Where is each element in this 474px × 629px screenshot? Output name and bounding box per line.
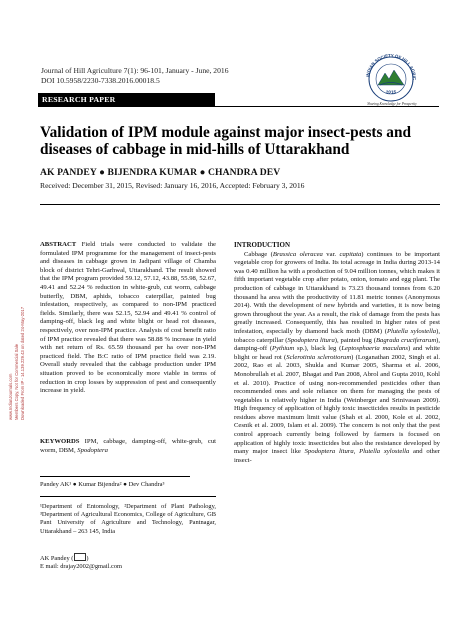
- introduction-block: [234, 241, 440, 465]
- corresponding-author: [40, 553, 216, 572]
- download-watermark: [8, 250, 38, 420]
- footnote-rule-2: [40, 496, 216, 497]
- journal-doi-line: DOI 10.5958/2230-7338.2016.00018.5: [41, 76, 160, 85]
- keywords-text: IPM, cabbage, damping-off, white-grub, cut worm, DBM,: [40, 438, 216, 454]
- watermark-line-2: Members Copy, Not for Commercial Sale: [14, 343, 19, 420]
- intro-text-j: and other insect-: [234, 448, 440, 464]
- watermark-line-3: Downloaded From IP - 14.139.229.43 on dated 24-May-2017: [20, 306, 25, 420]
- abstract-text: Field trials were conducted to validate the formulated IPM programme for the management of insect-pests and diseases in cabbage grown in Jadipani village of Chamba block of district Tehri-Garhwal, Uttarakhand. The result showed that the IPM program provided 59.12, 57.12, 43.88, 55.98, 52.67, 49.41 and 52.24 % reduction in white-grub, cut worm, cabbage butterfly, DBM, aphids, tobacco caterpillar, painted bug infestation, respectively, as compared to non-IPM practiced fields. Similarly, there was 52.15, 52.94 and 49.41 % control of damping-off, black leg and white blight or head rot diseases, respectively, over non-IPM practice. Analysis of cost benefit ratio of IPM practice revealed that there was 58.88 % increase in yield with net return of Rs. 65.59 thousand per ha over non-IPM practiced field. The B:C ratio of IPM practice field was 2.19. Overall study revealed that the cabbage production under IPM situation proved to be economically more viable in terms of reduction in crop losses by suppression of pest and consequently increase in yield.: [40, 241, 216, 395]
- submission-dates: Received: December 31, 2015, Revised: January 16, 2016, Accepted: February 3, 2016: [40, 181, 305, 190]
- journal-volume-line: Journal of Hill Agriculture 7(1): 96-101, January - June, 2016: [41, 66, 229, 75]
- author-list: AK PANDEY ● BIJENDRA KUMAR ● CHANDRA DEV: [40, 167, 281, 178]
- intro-italic-f: Pythium: [272, 345, 295, 353]
- introduction-heading: INTRODUCTION: [234, 241, 291, 249]
- society-logo-icon: [360, 52, 422, 102]
- svg-text:INDIAN SOCIETY OF HILL AGRICUL: [360, 52, 417, 80]
- intro-italic-i: Spodoptera litura, Plutella xylostella: [304, 448, 410, 456]
- logo-arc-text: INDIAN SOCIETY OF HILL AGRIC: [365, 52, 418, 81]
- intro-text-b: var.: [322, 250, 340, 258]
- intro-text-e: ), painted bug (: [334, 336, 376, 344]
- section-label: RESEARCH PAPER: [38, 93, 215, 107]
- intro-italic-a: Brassica oleracea: [272, 250, 323, 258]
- logo-year: 2015: [385, 89, 397, 95]
- intro-italic-g: Leptosphaeria maculans: [341, 345, 408, 353]
- keywords-italic: Spodoptera: [77, 446, 108, 454]
- author-affiliations: ¹Department of Entomology, ²Department of Plant Pathology, ³Department of Agricultural Economics, College of Agriculture, GB Pant University of Agriculture and Technology, Pantnagar, Uttarakhand – 263 145, India: [40, 503, 216, 535]
- intro-text-c: ) continues to be important vegetable crop for growers of India. Its total acreage in India during 2013-14 was 0.40 million ha with a production of 9.04 million tonnes, which makes it fifth important vegetable crop after potato, onion, tomato and egg plant. The production of cabbage in Uttarakhand is 73.23 thousand tonnes from 6.20 thousand ha area with the productivity of 11.81 metric tonnes (Anonymous 2014). With the development of new hybrids and varieties, it is now being grown throughout the year. As a result, the risk of damage from the pests has greatly increased. Consequently, this has resulted in higher rates of pest infestation, especially by diamond back moth (DBM) (: [234, 250, 441, 335]
- introduction-paragraph: [234, 251, 440, 466]
- intro-text-i: ) (Loganathan 2002, Singh et al. 2002, Rao et al. 2003, Shukla and Kumar 2005, Sharma et al. 2006, Monobrullah et al. 2007, Bhagat and Pan 2008, Abrol and Gupta 2010, Kohl et al. 2010). Practice of using non-recommended pesticides other than recommended ones and sole reliance on them for managing the pests of vegetables is relatively higher in India (Weinberger and Srinivasan 2009). High frequency of application of highly toxic insecticides results in pesticide residues above maximum limit value (Shah et al. 2000, Kole et al. 2002, Cesnik et al. 2009, Islam et al. 2009). The concern is not only that the pest control approach currently being followed by farmers is focused on application of highly toxic insecticides but also the resistance developed by many major insect like: [234, 353, 441, 456]
- keywords-label: KEYWORDS: [40, 438, 80, 445]
- corresponding-email: E mail: drajay2002@gmail.com: [40, 563, 123, 571]
- corresponding-name: AK Pandey (: [40, 555, 74, 562]
- intro-italic-d: Spodoptera litura: [287, 336, 335, 344]
- journal-citation: [41, 66, 341, 86]
- footnote-rule: [40, 476, 190, 477]
- title-rule: [40, 204, 440, 205]
- intro-text-a: Cabbage (: [244, 250, 273, 258]
- intro-text-g: sp.), black leg (: [294, 345, 342, 353]
- logo-tagline: Sharing Knowledge for Prosperity: [367, 102, 417, 106]
- corresponding-name-end: ): [86, 555, 89, 562]
- header-rule: [215, 106, 439, 107]
- intro-text-f: ), damping-off (: [234, 336, 440, 353]
- intro-italic-h: Sclerotinia sclerotiorum: [286, 353, 352, 361]
- abstract-block: [40, 241, 216, 396]
- intro-italic-b: capitata: [339, 250, 362, 258]
- envelope-icon: [74, 553, 89, 562]
- watermark-line-1: www.IndianJournals.com: [8, 373, 13, 420]
- intro-text-d: ), tobacco caterpillar (: [234, 327, 440, 344]
- abstract-label: ABSTRACT: [40, 241, 77, 248]
- paper-title: Validation of IPM module against major insect-pests and diseases of cabbage in mid-hills of Uttarakhand: [40, 124, 411, 158]
- footnote-authors: Pandey AK¹ ● Kumar Bijendra² ● Dev Chandra³: [40, 481, 165, 488]
- intro-italic-e: Bagrada cruciferarum: [375, 336, 437, 344]
- intro-text-h: ) and white blight or head rot (: [234, 345, 440, 361]
- keywords-block: [40, 438, 216, 455]
- intro-italic-c: Plutella xylostella: [386, 327, 437, 335]
